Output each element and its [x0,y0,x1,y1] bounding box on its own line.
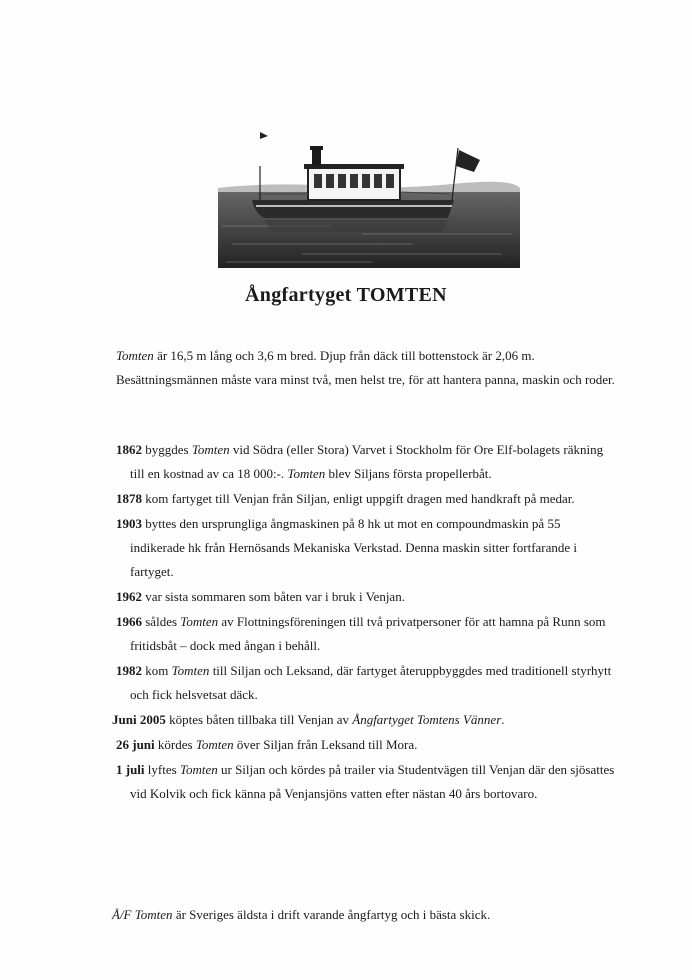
history-entry [116,512,616,584]
history-entry [116,438,616,486]
history-entry [116,659,616,707]
history-year: 1878 [116,491,142,506]
closing-boat-name: Å/F Tomten [112,907,173,922]
steamboat-illustration [212,126,524,268]
history-entry [116,733,616,757]
history-entry [116,585,616,609]
history-italic-text: Tomten [191,442,230,457]
history-italic-text: Tomten [287,466,326,481]
history-text: kom [142,663,172,678]
history-text: var sista sommaren som båten var i bruk i Venjan. [142,589,405,604]
history-text: byggdes [142,442,192,457]
history-year: 1966 [116,614,142,629]
history-year: 1903 [116,516,142,531]
intro-paragraph [116,344,616,392]
history-text: ur Siljan och kördes på trailer via Studentvägen till Venjan där den sjösattes vid Kolvik och fick känna på Venjansjöns vatten efter nästan 40 års bortovaro. [130,762,615,801]
history-text: kördes [154,737,196,752]
intro-boat-name: Tomten [116,348,154,363]
history-year: 26 juni [116,737,155,752]
history-italic-text: Tomten [195,737,234,752]
history-italic-text: Tomten [171,663,210,678]
closing-paragraph [112,904,632,926]
history-text: byttes den ursprungliga ångmaskinen på 8 hk ut mot en compoundmaskin på 55 indikerade hk från Hernösands Mekaniska Verkstad. Denna maskin sitter fortfarande i fartyget. [130,516,578,579]
history-text: vid Södra (eller Stora) Varvet i Stockholm för Ore Elf-bolagets räkning till en kostnad av ca 18 000:-. [130,442,604,481]
title-name: TOMTEN [356,284,447,306]
history-entry [116,758,616,806]
history-italic-text: Tomten [179,762,218,777]
history-year: Juni 2005 [112,712,166,727]
history-year: 1962 [116,589,142,604]
history-italic-text: Tomten [180,614,219,629]
history-text: såldes [142,614,181,629]
page-title [0,284,692,307]
history-entry [116,487,616,511]
history-entry [116,610,616,658]
history-text: lyftes [144,762,180,777]
history-year: 1862 [116,442,142,457]
history-text: . [501,712,505,727]
history-list [112,438,616,807]
steamboat-photo [212,126,524,268]
history-year: 1982 [116,663,142,678]
history-text: blev Siljans första propellerbåt. [325,466,492,481]
history-text: till Siljan och Leksand, där fartyget återuppbyggdes med traditionell styrhytt och fick helsvetsat däck. [130,663,612,702]
closing-text: är Sveriges äldsta i drift varande ångfartyg och i bästa skick. [172,907,491,922]
intro-text: är 16,5 m lång och 3,6 m bred. Djup från däck till bottenstock är 2,06 m. Besättningsmännen måste vara minst två, men helst tre, för att hantera panna, maskin och roder. [116,348,615,387]
history-entry [112,708,616,732]
history-text: köptes båten tillbaka till Venjan av [165,712,353,727]
history-year: 1 juli [116,762,145,777]
history-italic-text: Ångfartyget Tomtens Vänner [352,712,502,727]
history-text: av Flottningsföreningen till två privatpersoner för att hamna på Runn som fritidsbåt – dock med ångan i behåll. [130,614,606,653]
history-text: över Siljan från Leksand till Mora. [233,737,418,752]
title-prefix: Ångfartyget [245,284,357,306]
history-text: kom fartyget till Venjan från Siljan, enligt uppgift dragen med handkraft på medar. [142,491,575,506]
